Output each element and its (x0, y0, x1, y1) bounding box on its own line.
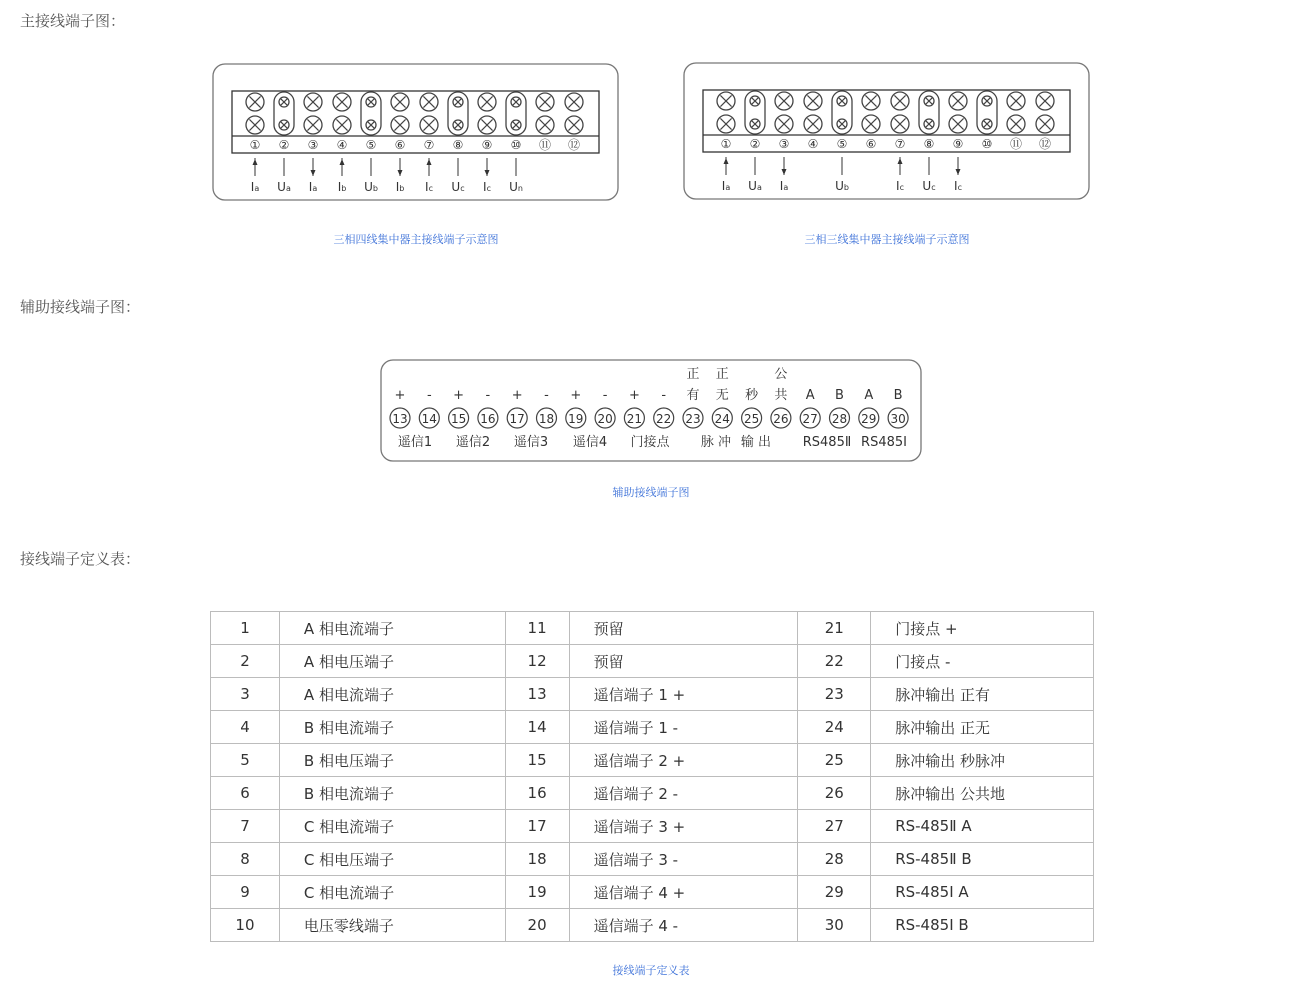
four-wire-terminal-number-9: ⑨ (481, 138, 493, 152)
aux-mid-label-19: + (570, 388, 582, 403)
aux-group-label-5: 门接点 (630, 435, 670, 450)
aux-terminal-number-21: 21 (626, 412, 643, 426)
aux-mid-label-14: - (426, 388, 432, 403)
terminal-definition-cell: 脉冲输出 正有 (871, 678, 1094, 711)
table-row (211, 612, 1094, 645)
terminal-number-cell: 3 (211, 678, 280, 711)
aux-top-label-23: 正 (686, 367, 700, 382)
terminal-number-cell: 20 (505, 909, 569, 942)
terminal-number-cell: 9 (211, 876, 280, 909)
terminal-definition-cell: 遥信端子 1 - (569, 711, 798, 744)
terminal-number-cell: 1 (211, 612, 280, 645)
terminal-number-cell: 8 (211, 843, 280, 876)
aux-mid-label-17: + (511, 388, 523, 403)
aux-group-label-1: 遥信1 (397, 435, 433, 450)
three-wire-terminal-number-6: ⑥ (865, 137, 877, 151)
aux-terminal-number-15: 15 (450, 412, 467, 426)
aux-mid-label-30: B (893, 388, 903, 403)
aux-terminal-number-27: 27 (802, 412, 818, 426)
four-wire-terminal-number-7: ⑦ (423, 138, 435, 152)
terminal-definition-cell: 脉冲输出 秒脉冲 (871, 744, 1094, 777)
table-row (211, 876, 1094, 909)
terminal-number-cell: 27 (798, 810, 871, 843)
terminal-definition-cell: C 相电流端子 (279, 876, 505, 909)
aux-mid-label-25: 秒 (745, 388, 759, 403)
three-wire-terminal-label-9: Ic (954, 179, 962, 193)
terminal-definition-cell: 脉冲输出 正无 (871, 711, 1094, 744)
four-wire-terminal-number-4: ④ (336, 138, 348, 152)
terminal-definition-cell: C 相电流端子 (279, 810, 505, 843)
four-wire-terminal-label-6: Ib (395, 180, 405, 194)
terminal-definition-cell: RS-485Ⅰ B (871, 909, 1094, 942)
aux-group-label-2: 遥信2 (455, 435, 491, 450)
aux-mid-label-23: 有 (686, 388, 700, 403)
table-row (211, 645, 1094, 678)
terminal-number-cell: 22 (798, 645, 871, 678)
terminal-number-cell: 14 (505, 711, 569, 744)
terminal-definition-cell: 脉冲输出 公共地 (871, 777, 1094, 810)
four-wire-terminal-label-1: Ia (250, 180, 260, 194)
three-wire-terminal-number-9: ⑨ (952, 137, 964, 151)
terminal-definition-cell: A 相电流端子 (279, 612, 505, 645)
four-wire-terminal-number-5: ⑤ (365, 138, 377, 152)
aux-mid-label-16: - (485, 388, 491, 403)
table-row (211, 777, 1094, 810)
aux-terminal-number-17: 17 (509, 412, 525, 426)
terminal-number-cell: 6 (211, 777, 280, 810)
terminal-number-cell: 4 (211, 711, 280, 744)
three-wire-terminal-number-10: ⑩ (981, 137, 993, 151)
table-caption: 接线端子定义表 (612, 964, 690, 977)
terminal-definition-cell: 预留 (569, 645, 798, 678)
aux-top-label-24: 正 (715, 367, 729, 382)
four-wire-caption: 三相四线集中器主接线端子示意图 (333, 233, 499, 246)
terminal-definition-table (210, 611, 1094, 942)
terminal-definition-cell: B 相电流端子 (279, 777, 505, 810)
terminal-definition-cell: 遥信端子 3 - (569, 843, 798, 876)
aux-terminal-number-28: 28 (831, 412, 848, 426)
four-wire-terminal-number-12: ⑫ (567, 138, 581, 152)
four-wire-terminal-label-10: Un (509, 180, 523, 194)
table-row (211, 843, 1094, 876)
aux-terminal-number-30: 30 (890, 412, 906, 426)
main-terminal-heading: 主接线端子图： (20, 12, 126, 30)
terminal-number-cell: 16 (505, 777, 569, 810)
table-row (211, 744, 1094, 777)
three-wire-terminal-number-11: ⑪ (1009, 137, 1023, 151)
four-wire-terminal-number-8: ⑧ (452, 138, 464, 152)
aux-group-label-3: 遥信3 (513, 435, 549, 450)
terminal-number-cell: 24 (798, 711, 871, 744)
terminal-number-cell: 18 (505, 843, 569, 876)
terminal-number-cell: 5 (211, 744, 280, 777)
aux-terminal-number-23: 23 (685, 412, 701, 426)
aux-terminal-diagram (380, 359, 924, 465)
terminal-number-cell: 21 (798, 612, 871, 645)
terminal-number-cell: 17 (505, 810, 569, 843)
terminal-definition-cell: RS-485Ⅱ B (871, 843, 1094, 876)
table-row (211, 678, 1094, 711)
terminal-definition-cell: 遥信端子 1 + (569, 678, 798, 711)
four-wire-terminal-number-3: ③ (307, 138, 319, 152)
four-wire-terminal-number-1: ① (249, 138, 261, 152)
aux-mid-label-27: A (805, 388, 815, 403)
aux-mid-label-22: - (661, 388, 667, 403)
terminal-definition-cell: 门接点 + (871, 612, 1094, 645)
three-wire-terminal-label-3: Ia (779, 179, 789, 193)
aux-group-label-8: RS485Ⅱ (802, 435, 852, 450)
four-wire-terminal-number-6: ⑥ (394, 138, 406, 152)
terminal-number-cell: 7 (211, 810, 280, 843)
three-wire-terminal-label-8: Uc (922, 179, 936, 193)
aux-terminal-heading: 辅助接线端子图： (20, 298, 141, 316)
terminal-definition-cell: B 相电流端子 (279, 711, 505, 744)
terminal-number-cell: 11 (505, 612, 569, 645)
terminal-table-heading: 接线端子定义表： (20, 550, 141, 568)
three-wire-terminal-number-4: ④ (807, 137, 819, 151)
aux-terminal-number-24: 24 (714, 412, 730, 426)
terminal-definition-cell: 电压零线端子 (279, 909, 505, 942)
aux-terminal-number-18: 18 (538, 412, 555, 426)
aux-group-label-9: RS485Ⅰ (861, 435, 907, 450)
four-wire-terminal-label-3: Ia (308, 180, 318, 194)
aux-terminal-number-25: 25 (743, 412, 760, 426)
four-wire-terminal-label-4: Ib (337, 180, 347, 194)
table-row (211, 711, 1094, 744)
three-wire-terminal-label-7: Ic (896, 179, 904, 193)
four-wire-terminal-number-11: ⑪ (538, 138, 552, 152)
terminal-definition-cell: 遥信端子 2 - (569, 777, 798, 810)
four-wire-terminal-number-2: ② (278, 138, 290, 152)
terminal-number-cell: 15 (505, 744, 569, 777)
three-wire-terminal-number-3: ③ (778, 137, 790, 151)
table-row (211, 909, 1094, 942)
terminal-definition-cell: RS-485Ⅰ A (871, 876, 1094, 909)
terminal-definition-cell: 遥信端子 3 + (569, 810, 798, 843)
aux-mid-label-20: - (602, 388, 608, 403)
three-wire-terminal-number-5: ⑤ (836, 137, 848, 151)
three-wire-terminal-label-5: Ub (835, 179, 849, 193)
three-wire-terminal-diagram (683, 62, 1091, 202)
four-wire-terminal-label-9: Ic (483, 180, 491, 194)
aux-terminal-number-19: 19 (568, 412, 584, 426)
terminal-number-cell: 10 (211, 909, 280, 942)
aux-terminal-number-29: 29 (861, 412, 877, 426)
terminal-number-cell: 25 (798, 744, 871, 777)
terminal-number-cell: 26 (798, 777, 871, 810)
three-wire-terminal-label-2: Ua (748, 179, 762, 193)
table-row (211, 810, 1094, 843)
terminal-definition-cell: 遥信端子 4 - (569, 909, 798, 942)
terminal-number-cell: 13 (505, 678, 569, 711)
terminal-definition-cell: 遥信端子 2 + (569, 744, 798, 777)
four-wire-terminal-label-7: Ic (425, 180, 433, 194)
four-wire-terminal-number-10: ⑩ (510, 138, 522, 152)
aux-terminal-number-16: 16 (480, 412, 496, 426)
aux-mid-label-15: + (453, 388, 465, 403)
terminal-number-cell: 19 (505, 876, 569, 909)
three-wire-terminal-number-12: ⑫ (1038, 137, 1052, 151)
aux-top-label-26: 公 (774, 367, 788, 382)
three-wire-terminal-number-8: ⑧ (923, 137, 935, 151)
aux-terminal-number-22: 22 (656, 412, 672, 426)
terminal-definition-cell: A 相电流端子 (279, 678, 505, 711)
three-wire-terminal-number-1: ① (720, 137, 732, 151)
three-wire-caption: 三相三线集中器主接线端子示意图 (804, 233, 970, 246)
terminal-definition-cell: A 相电压端子 (279, 645, 505, 678)
aux-terminal-number-20: 20 (597, 412, 613, 426)
aux-terminal-number-13: 13 (392, 412, 408, 426)
terminal-definition-cell: RS-485Ⅱ A (871, 810, 1094, 843)
three-wire-terminal-number-7: ⑦ (894, 137, 906, 151)
terminal-number-cell: 12 (505, 645, 569, 678)
three-wire-terminal-label-1: Ia (721, 179, 731, 193)
four-wire-terminal-label-2: Ua (277, 180, 291, 194)
aux-terminal-number-14: 14 (421, 412, 437, 426)
terminal-number-cell: 23 (798, 678, 871, 711)
aux-mid-label-24: 无 (715, 388, 729, 403)
aux-group-label-7: 输 出 (740, 435, 772, 450)
terminal-definition-cell: 遥信端子 4 + (569, 876, 798, 909)
four-wire-terminal-diagram (212, 63, 620, 203)
terminal-number-cell: 29 (798, 876, 871, 909)
three-wire-terminal-number-2: ② (749, 137, 761, 151)
terminal-definition-cell: C 相电压端子 (279, 843, 505, 876)
terminal-number-cell: 28 (798, 843, 871, 876)
aux-mid-label-18: - (544, 388, 549, 403)
aux-caption: 辅助接线端子图 (612, 486, 690, 499)
aux-mid-label-28: B (835, 388, 844, 403)
aux-group-label-6: 脉 冲 (700, 435, 732, 450)
terminal-definition-cell: B 相电压端子 (279, 744, 505, 777)
aux-terminal-number-26: 26 (773, 412, 789, 426)
terminal-number-cell: 30 (798, 909, 871, 942)
aux-mid-label-29: A (864, 388, 874, 403)
aux-mid-label-13: + (394, 388, 406, 403)
aux-group-label-4: 遥信4 (572, 435, 608, 450)
four-wire-terminal-label-5: Ub (364, 180, 378, 194)
terminal-number-cell: 2 (211, 645, 280, 678)
terminal-definition-cell: 预留 (569, 612, 798, 645)
terminal-definition-cell: 门接点 - (871, 645, 1094, 678)
four-wire-terminal-label-8: Uc (451, 180, 465, 194)
aux-mid-label-26: 共 (774, 388, 788, 403)
aux-mid-label-21: + (628, 388, 640, 403)
